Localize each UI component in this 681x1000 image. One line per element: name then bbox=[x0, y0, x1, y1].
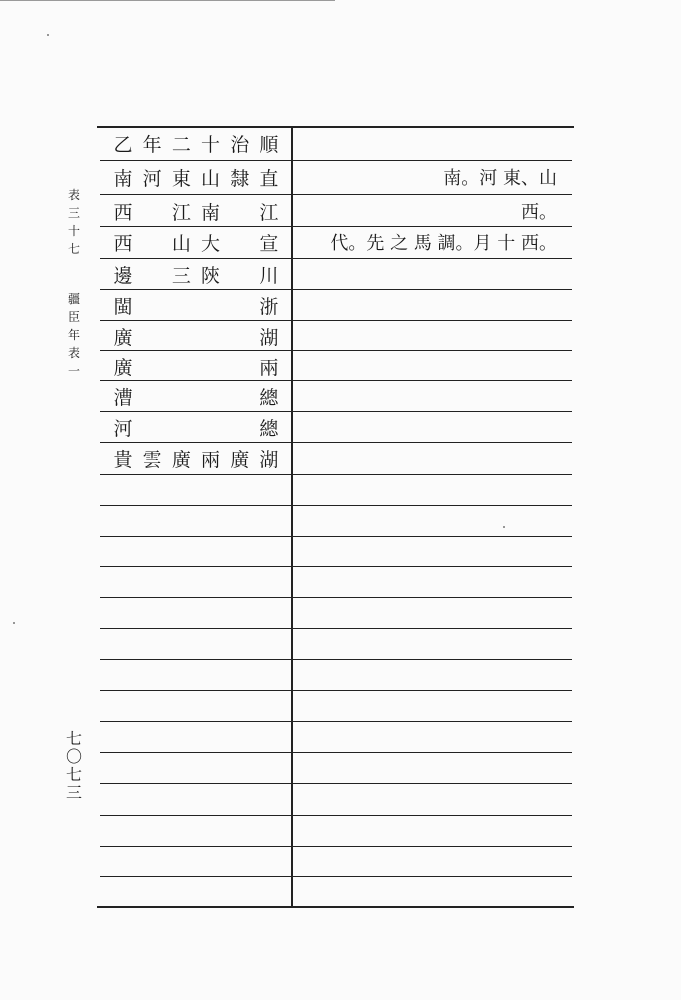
left-table-row bbox=[110, 414, 282, 440]
left-table-row bbox=[110, 353, 282, 379]
cell-char: 兩 bbox=[201, 448, 221, 471]
left-table-row bbox=[110, 445, 282, 471]
cell-char: 治 bbox=[230, 133, 250, 156]
table-rule bbox=[100, 289, 572, 290]
left-table-row bbox=[110, 323, 282, 349]
cell-char: 河 bbox=[142, 167, 162, 190]
column-divider bbox=[291, 126, 293, 906]
right-table-row: 西。 bbox=[521, 202, 557, 223]
cell-char: 大 bbox=[201, 232, 221, 255]
cell-char: 湖 bbox=[259, 448, 279, 471]
margin-title: 表 三 十 七 bbox=[67, 188, 80, 256]
table-rule bbox=[100, 505, 572, 506]
table-rule bbox=[100, 566, 572, 567]
cell-char: 南 bbox=[113, 167, 133, 190]
left-table-row bbox=[110, 261, 282, 287]
cell-char: 閩 bbox=[113, 295, 133, 318]
table-rule bbox=[100, 752, 572, 753]
table-rule bbox=[100, 690, 572, 691]
cell-char: 東 bbox=[171, 167, 191, 190]
cell-char: 隸 bbox=[230, 167, 250, 190]
table-rule bbox=[100, 258, 572, 259]
table-rule bbox=[100, 846, 572, 847]
cell-char: 西 bbox=[113, 232, 133, 255]
cell-char: 南 bbox=[201, 201, 221, 224]
left-table-row bbox=[110, 383, 282, 409]
table-rule bbox=[100, 721, 572, 722]
left-table-row bbox=[110, 292, 282, 318]
cell-char: 十 bbox=[201, 133, 221, 156]
table-rule bbox=[97, 126, 574, 128]
cell-char: 江 bbox=[171, 201, 191, 224]
table-rule bbox=[100, 411, 572, 412]
cell-char: 直 bbox=[259, 167, 279, 190]
cell-char: 浙 bbox=[259, 295, 279, 318]
table-rule bbox=[100, 876, 572, 877]
table-rule bbox=[100, 815, 572, 816]
cell-char: 川 bbox=[259, 264, 279, 287]
cell-char: 總 bbox=[259, 417, 279, 440]
table-rule bbox=[100, 160, 572, 161]
cell-char: 山 bbox=[201, 167, 221, 190]
cell-char: 西 bbox=[113, 201, 133, 224]
left-table-row bbox=[110, 130, 282, 156]
table-rule bbox=[100, 194, 572, 195]
table-rule bbox=[100, 597, 572, 598]
cell-char: 總 bbox=[259, 386, 279, 409]
left-table-row bbox=[110, 164, 282, 190]
cell-char: 乙 bbox=[113, 133, 133, 156]
table-rule bbox=[100, 474, 572, 475]
table-rule bbox=[100, 659, 572, 660]
table-rule bbox=[100, 442, 572, 443]
scan-top-edge bbox=[0, 0, 335, 1]
cell-char: 廣 bbox=[113, 326, 133, 349]
cell-char: 河 bbox=[113, 417, 133, 440]
cell-char: 宣 bbox=[259, 232, 279, 255]
table-rule bbox=[100, 783, 572, 784]
scan-speck bbox=[13, 622, 15, 624]
margin-subtitle: 疆 臣 年 表 一 bbox=[67, 292, 80, 378]
table-rule bbox=[100, 320, 572, 321]
left-table-row bbox=[110, 198, 282, 224]
cell-char: 貴 bbox=[113, 448, 133, 471]
cell-char: 雲 bbox=[142, 448, 162, 471]
left-table-row bbox=[110, 229, 282, 255]
scan-speck bbox=[47, 34, 49, 36]
cell-char: 廣 bbox=[113, 356, 133, 379]
table-rule bbox=[97, 906, 574, 908]
cell-char: 二 bbox=[171, 133, 191, 156]
cell-char: 邊 bbox=[113, 264, 133, 287]
cell-char: 山 bbox=[171, 232, 191, 255]
cell-char: 廣 bbox=[230, 448, 250, 471]
table-rule bbox=[100, 350, 572, 351]
table-rule bbox=[100, 536, 572, 537]
table-rule bbox=[100, 226, 572, 227]
cell-char: 湖 bbox=[259, 326, 279, 349]
cell-char: 陝 bbox=[201, 264, 221, 287]
cell-char: 江 bbox=[259, 201, 279, 224]
cell-char: 三 bbox=[171, 264, 191, 287]
right-table-row: 南。河 東、山 bbox=[443, 168, 557, 189]
right-table-row: 代。先 之 馬 調。月 十 西。 bbox=[330, 233, 557, 254]
cell-char: 順 bbox=[259, 133, 279, 156]
cell-char: 兩 bbox=[259, 356, 279, 379]
cell-char: 廣 bbox=[171, 448, 191, 471]
table-rule bbox=[100, 628, 572, 629]
page-number: 七 〇 七 三 bbox=[65, 729, 82, 802]
scan-speck bbox=[503, 526, 505, 528]
table-rule bbox=[100, 380, 572, 381]
cell-char: 漕 bbox=[113, 386, 133, 409]
cell-char: 年 bbox=[142, 133, 162, 156]
